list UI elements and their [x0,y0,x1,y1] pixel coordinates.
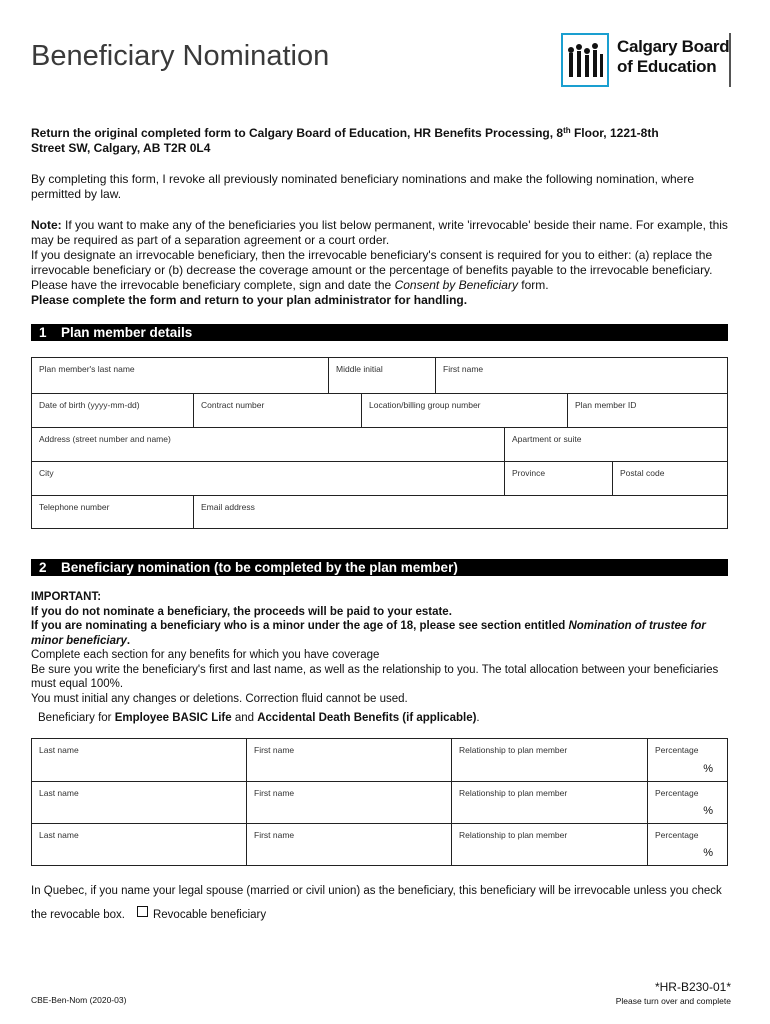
form-id: CBE-Ben-Nom (2020-03) [31,995,127,1005]
revocable-label: Revocable beneficiary [152,909,267,921]
revoke-statement: By completing this form, I revoke all previously nominated beneficiary nominations and make the following nomination, where permitted by law. [31,172,695,201]
percentage-field[interactable] [647,782,727,823]
grid-row [32,358,727,393]
member-last-name-field[interactable]: Plan member's last name [39,364,135,374]
percentage-label: Percentage [655,830,699,840]
table-row [32,823,727,865]
basic-life-label [31,711,731,726]
important-notes [31,590,721,706]
page-title: Beneficiary Nomination [31,40,330,72]
grid-row [32,495,727,528]
percentage-field[interactable] [647,739,727,781]
return-sup: th [563,126,571,135]
quebec-text-2: the revocable box. [31,909,125,921]
section1-title: Plan member details [61,325,193,340]
return-text-a: Return the original completed form to Calgary Board of Education, HR Benefits Processing, 8 [31,126,564,140]
quebec-note [31,879,731,927]
percentage-label: Percentage [655,745,699,755]
beneficiary-first-name-field[interactable]: First name [246,739,451,781]
estate-note: If you do not nominate a beneficiary, the proceeds will be paid to your estate. [31,605,452,618]
section1-header [31,324,728,341]
beneficiary-last-name-field[interactable]: Last name [39,745,79,755]
each-section-note: Complete each section for any benefits for which you have coverage [31,649,380,661]
percent-sign: % [703,847,713,859]
city-field[interactable]: City [39,468,54,478]
turn-over-note: Please turn over and complete [615,996,731,1006]
beneficiary-grid [31,738,728,866]
section2-number: 2 [39,560,47,575]
email-field[interactable]: Email address [193,496,727,528]
be-sure-note: Be sure you write the beneficiary's first and last name, as well as the relationship to you. The total allocation between your beneficiaries must equal 100%. [31,663,719,690]
member-first-name-field[interactable]: First name [435,358,727,393]
apartment-field[interactable]: Apartment or suite [504,428,727,461]
grid-row [32,393,727,427]
table-row [32,739,727,781]
cbe-logo-icon [561,33,609,87]
logo-line1: Calgary Board [617,37,730,56]
revocable-checkbox[interactable] [137,906,148,917]
middle-initial-field[interactable]: Middle initial [328,358,435,393]
return-instructions [31,123,731,156]
table-row [32,781,727,823]
telephone-field[interactable]: Telephone number [39,502,110,512]
relationship-field[interactable]: Relationship to plan member [451,824,647,865]
irrevocable-text-a: If you designate an irrevocable beneficiary, then the irrevocable beneficiary's consent is required for you to either: (a) replace the irrevocable beneficiary or (b) decrease the coverage amount or the percentage of benefits payable to the irrevocable beneficiary. Please have the irrevocable beneficiary complete, sign and date the [31,248,713,292]
percent-sign: % [703,805,713,817]
important-label: IMPORTANT: [31,591,102,603]
basic-text-b: Employee BASIC Life [114,712,232,724]
dob-field[interactable]: Date of birth (yyyy-mm-dd) [39,400,140,410]
basic-text-a: Beneficiary for [38,712,115,724]
percentage-label: Percentage [655,788,699,798]
section2-header [31,559,728,576]
section2-title: Beneficiary nomination (to be completed by the plan member) [61,560,458,575]
beneficiary-last-name-field[interactable]: Last name [39,788,79,798]
logo-divider [729,33,731,87]
return-text-b: Floor, 1221-8th [570,126,659,140]
complete-instruction: Please complete the form and return to your plan administrator for handling. [31,293,468,307]
basic-text-c: and [231,712,258,724]
minor-note-a: If you are nominating a beneficiary who is a minor under the age of 18, please see section entitled [31,620,569,632]
note-paragraph [31,218,731,308]
note-label: Note: [31,218,62,232]
minor-note-section: Nomination of trustee for minor beneficiary [31,620,706,647]
beneficiary-first-name-field[interactable]: First name [246,824,451,865]
grid-row [32,461,727,495]
minor-note-b: . [126,634,131,647]
province-field[interactable]: Province [504,462,612,495]
percentage-field[interactable] [647,824,727,865]
member-id-field[interactable]: Plan member ID [567,394,727,427]
section1-number: 1 [39,325,47,340]
return-text-line2: Street SW, Calgary, AB T2R 0L4 [31,141,211,155]
percent-sign: % [703,763,713,775]
contract-number-field[interactable]: Contract number [193,394,361,427]
note-text: If you want to make any of the beneficiaries you list below permanent, write 'irrevocable' beside their name. For example, this may be required as part of a separation agreement or a court order. [31,218,728,247]
basic-text-d: Accidental Death Benefits (if applicable) [257,712,477,724]
irrevocable-text-b: form. [517,278,549,292]
address-field[interactable]: Address (street number and name) [39,434,171,444]
location-field[interactable]: Location/billing group number [361,394,567,427]
relationship-field[interactable]: Relationship to plan member [451,739,647,781]
cbe-logo-text [617,37,729,77]
logo-line2: of Education [617,57,717,76]
quebec-text: In Quebec, if you name your legal spouse (married or civil union) as the beneficiary, this beneficiary will be irrevocable unless you check [31,885,722,897]
postal-code-field[interactable]: Postal code [612,462,727,495]
beneficiary-last-name-field[interactable]: Last name [39,830,79,840]
beneficiary-first-name-field[interactable]: First name [246,782,451,823]
grid-row [32,427,727,461]
relationship-field[interactable]: Relationship to plan member [451,782,647,823]
basic-text-e: . [476,712,480,724]
plan-member-grid [31,357,728,529]
consent-form-name: Consent by Beneficiary [394,278,518,292]
cbe-logo [561,33,736,87]
initial-note: You must initial any changes or deletions. Correction fluid cannot be used. [31,692,408,705]
form-code: *HR-B230-01* [654,980,731,994]
